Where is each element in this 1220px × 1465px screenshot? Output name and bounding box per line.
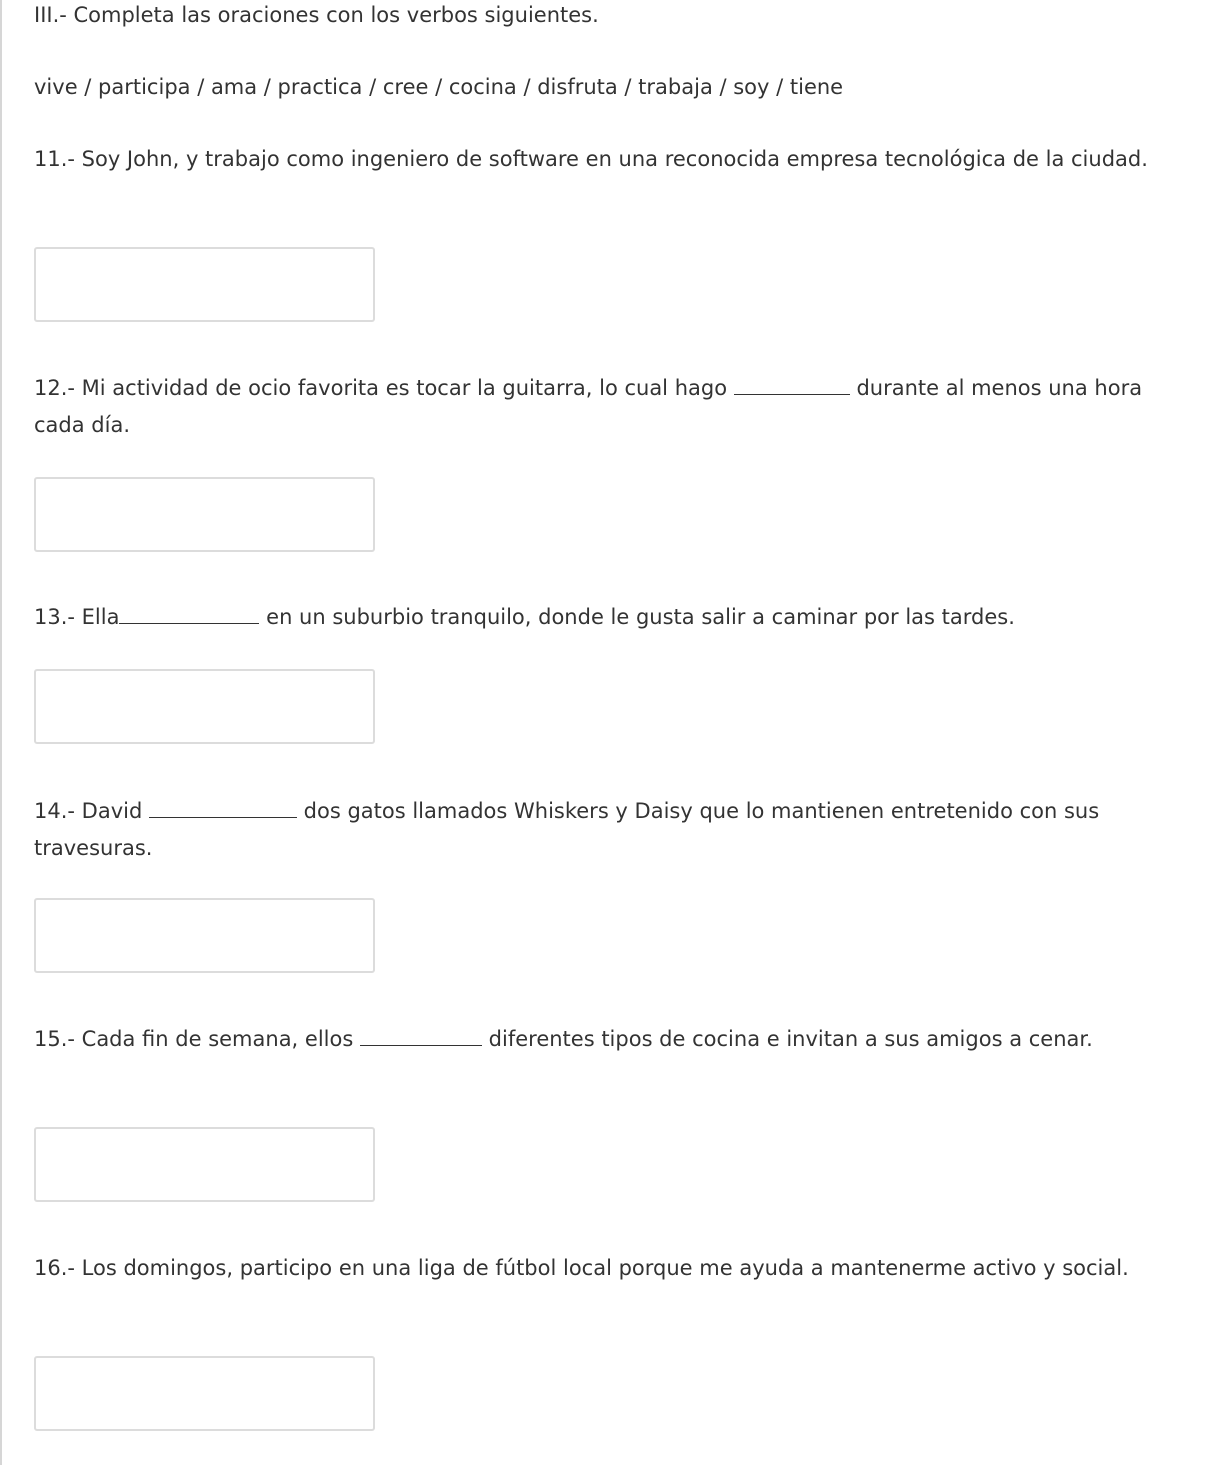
question-14-blank (149, 799, 297, 818)
question-13-blank (119, 605, 259, 624)
question-13-text (34, 599, 1194, 636)
question-16 (34, 1250, 1194, 1287)
question-14 (34, 793, 1194, 867)
question-15-blank (360, 1027, 482, 1046)
answer-input-12[interactable] (34, 477, 375, 552)
question-15-text (34, 1021, 1194, 1058)
question-16-text (34, 1250, 1194, 1287)
question-11-text (34, 141, 1194, 178)
question-12-text-before: 12.- Mi actividad de ocio favorita es tocar la guitarra, lo cual hago (34, 376, 728, 400)
answer-input-14[interactable] (34, 898, 375, 973)
answer-input-11[interactable] (34, 247, 375, 322)
question-12-blank (734, 376, 850, 395)
question-12 (34, 370, 1194, 444)
question-14-text (34, 793, 1194, 867)
word-bank: vive / participa / ama / practica / cree / cocina / disfruta / trabaja / soy / tiene (34, 75, 844, 99)
question-16-text-before: 16.- Los domingos, participo en una liga de fútbol local porque me ayuda a mantenerme activo y social. (34, 1256, 1129, 1280)
question-15-text-before: 15.- Cada fin de semana, ellos (34, 1027, 354, 1051)
question-11-text-before: 11.- Soy John, y trabajo como ingeniero de software en una reconocida empresa tecnológica de la ciudad. (34, 147, 1148, 171)
question-13-text-before: 13.- Ella (34, 605, 120, 629)
question-15-text-after: diferentes tipos de cocina e invitan a sus amigos a cenar. (488, 1027, 1093, 1051)
question-12-text (34, 370, 1194, 444)
question-14-text-after: dos gatos llamados Whiskers y Daisy que lo mantienen entretenido con sus travesuras. (34, 799, 1100, 860)
left-border (0, 0, 2, 1465)
answer-input-13[interactable] (34, 669, 375, 744)
question-13-text-after: en un suburbio tranquilo, donde le gusta salir a caminar por las tardes. (266, 605, 1015, 629)
question-12-text-after: durante al menos una hora cada día. (34, 376, 1143, 437)
answer-input-15[interactable] (34, 1127, 375, 1202)
question-15 (34, 1021, 1194, 1058)
section-title: III.- Completa las oraciones con los verbos siguientes. (34, 3, 599, 27)
question-13 (34, 599, 1194, 636)
question-14-text-before: 14.- David (34, 799, 143, 823)
question-11 (34, 141, 1194, 178)
answer-input-16[interactable] (34, 1356, 375, 1431)
